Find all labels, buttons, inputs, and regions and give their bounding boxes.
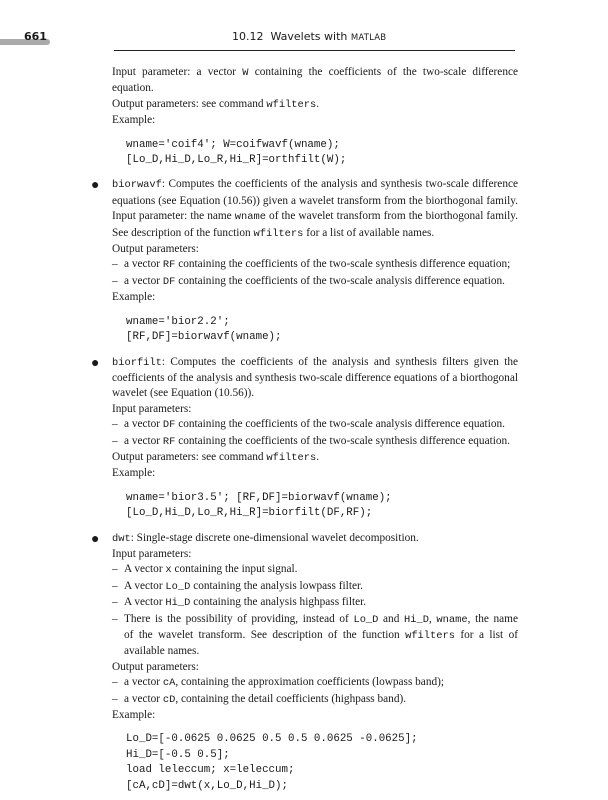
code-line: [RF,DF]=biorwavf(wname); — [126, 331, 282, 344]
code-line: wname='bior3.5'; [RF,DF]=biorwavf(wname); — [126, 491, 392, 504]
bullet-biorfilt: ● biorfilt: Computes the coefficients of the analysis and synthesis filters given the coefficients of the analysis and synthesis two-scale difference equations of a biorthogonal wavelet (see Equation (10.56)). Input parameters: – a vector DF containing the coefficients of the two-scale analysis difference equation. – a vector RF containing the coefficients of the two-scale synthesis difference equation. Output parameters: see command wfilters. Example: wname='bior3.5'; [RF,DF]=biorwavf(wname); [Lo_D,Hi_D,Lo_R,Hi_R]=biorfilt(DF,RF); — [112, 355, 518, 531]
bullet-biorwavf: ● biorwavf: Computes the coefficients of the analysis and synthesis two-scale difference equations (see Equation (10.56)) given a wavelet transform from the biorthogonal family. Input parameter: the name wname of the wavelet transform from the biorthogonal family. See description of the function wfilters for a list of available names. Output parameters: – a vector RF containing the coefficients of the two-scale synthesis difference equation; – a vector DF containing the coefficients of the two-scale analysis difference equation. Example: wname='bior2.2'; [RF,DF]=biorwavf(wname); — [112, 177, 518, 354]
code-line: [Lo_D,Hi_D,Lo_R,Hi_R]=biorfilt(DF,RF); — [126, 507, 373, 520]
code-line: wname='coif4'; W=coifwavf(wname); — [126, 138, 340, 151]
code-line: Hi_D=[-0.5 0.5]; — [126, 748, 230, 761]
section-title: 10.12 Wavelets with MATLAB — [232, 30, 387, 43]
bullet-icon: ● — [91, 531, 100, 547]
bullet-icon: ● — [91, 178, 100, 194]
code-line: wname='bior2.2'; — [126, 315, 230, 328]
code-line: [cA,cD]=dwt(x,Lo_D,Hi_D); — [126, 779, 288, 792]
function-name: dwt — [112, 532, 131, 545]
page-body — [91, 65, 519, 794]
bullet-dwt: ● dwt: Single-stage discrete one-dimensional wavelet decomposition. Input parameters: – A vector x containing the input signal. – A vector Lo_D containing the analysis lowpass filter. – A vector Hi_D containing the analysis highpass filter. – There is the possibility of providing, instead of Lo_D and Hi_D, wname, the name of the wavelet transform. See description of the function wfilters for a list of available names. Output parameters: – a vector cA, containing the approximation coefficients (lowpass band); – a vector cD, containing the detail coefficients (highpass band). Example: Lo_D=[-0.0625 0.0625 0.5 0.5 0.0625 -0.0625]; Hi_D=[-0.5 0.5]; load leleccum; x=leleccum; [cA,cD]=dwt(x,Lo_D,Hi_D); — [112, 531, 518, 795]
bullet-icon: ● — [91, 355, 100, 371]
header-rule — [114, 50, 515, 51]
code-line: Lo_D=[-0.0625 0.0625 0.5 0.5 0.0625 -0.0625]; — [126, 733, 418, 746]
intro-block: Input parameter: a vector W containing the coefficients of the two-scale difference equation. Output parameters: see command wfilters. Example: wname='coif4'; W=coifwavf(wname); [Lo_D,Hi_D,Lo_R,Hi_R]=orthfilt(W); — [112, 65, 518, 177]
function-name: biorwavf — [112, 179, 162, 192]
code-line: load leleccum; x=leleccum; — [126, 764, 295, 777]
page-number: 661 — [24, 30, 47, 43]
code-line: [Lo_D,Hi_D,Lo_R,Hi_R]=orthfilt(W); — [126, 154, 347, 167]
running-header — [0, 30, 608, 50]
function-name: biorfilt — [112, 356, 162, 369]
